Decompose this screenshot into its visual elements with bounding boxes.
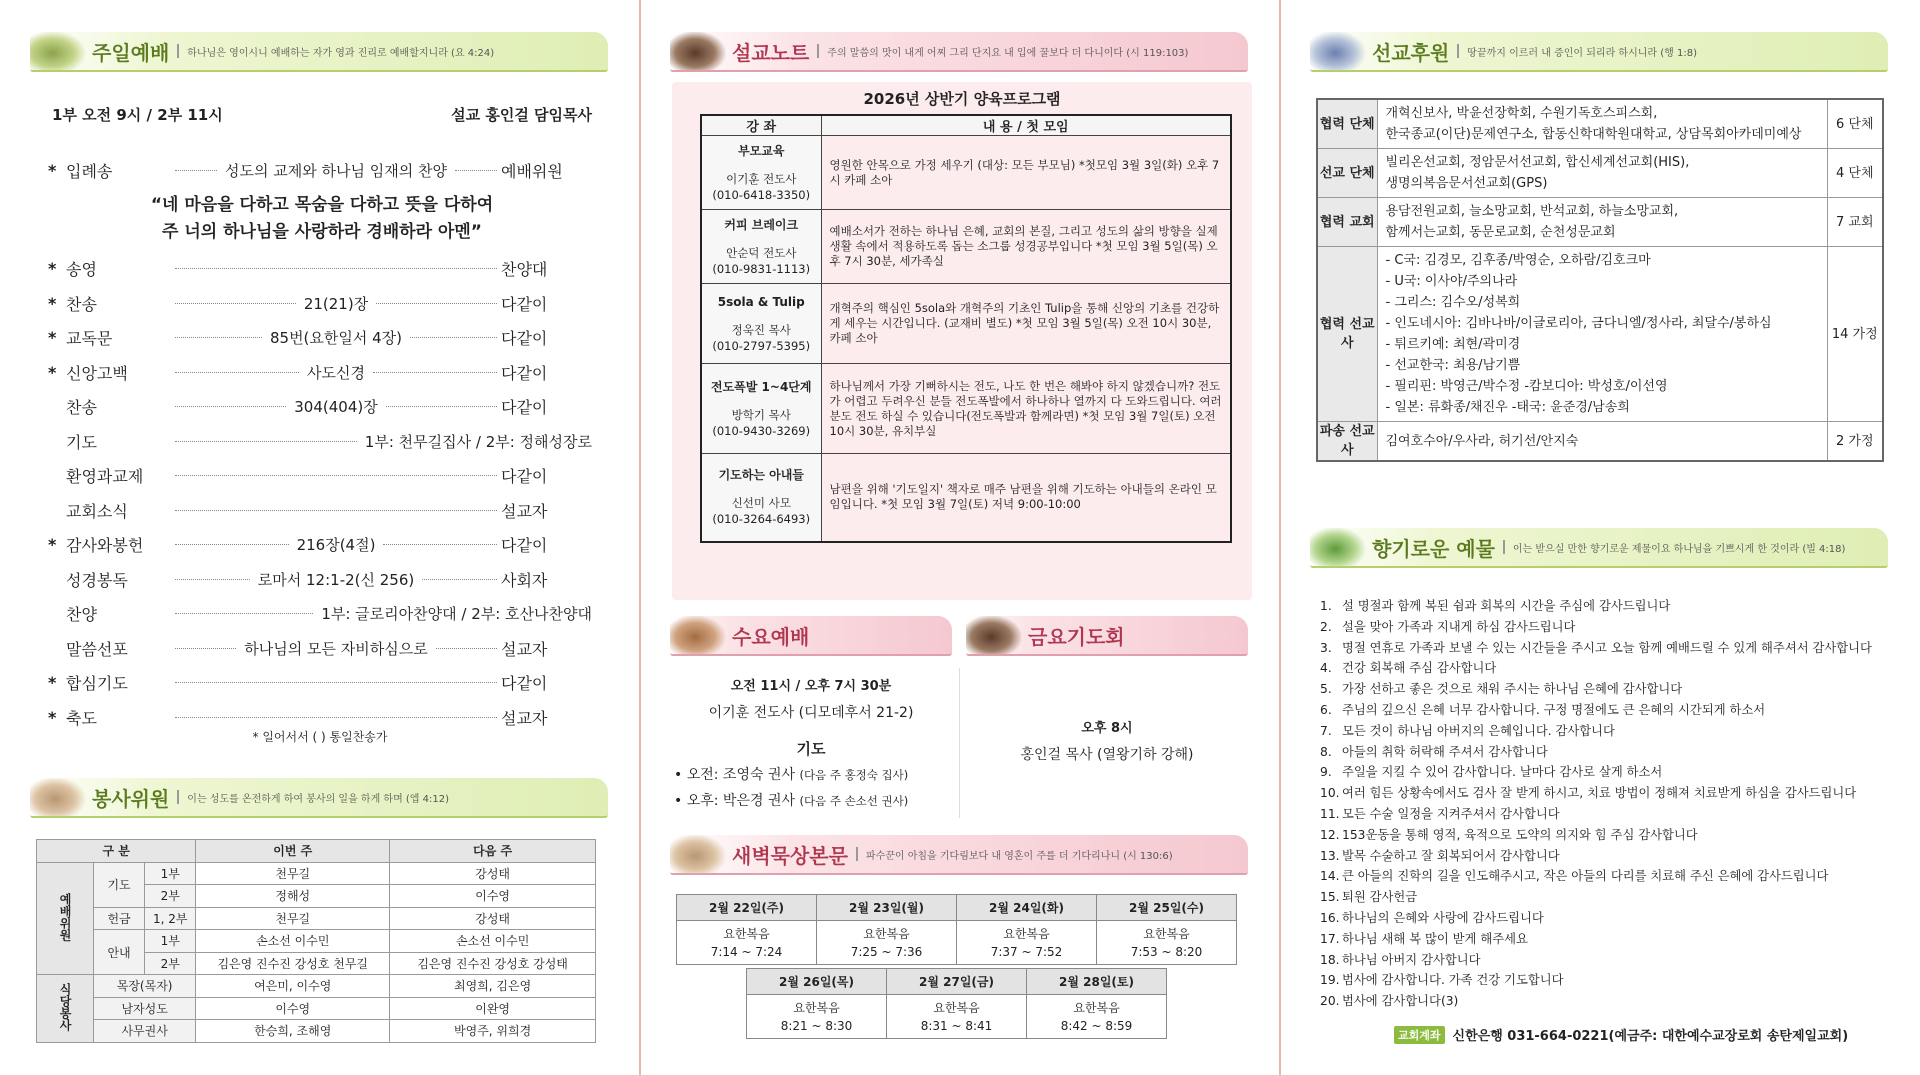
part-label: 1부 (145, 862, 196, 885)
friday-speaker: 홍인걸 목사 (열왕기하 강해) (1020, 747, 1194, 763)
account-tag: 교회계좌 (1394, 1026, 1445, 1044)
order-item (48, 355, 596, 390)
order-item-name: 교독문 (66, 329, 113, 349)
mission-entry: - 일본: 류화종/채진우 -태국: 윤준경/남송희 (1385, 400, 1630, 415)
col-next-week: 다음 주 (390, 840, 596, 863)
table-cell: 이완영 (390, 997, 596, 1020)
mission-category: 선교 단체 (1317, 149, 1377, 198)
order-item-detail: 하나님의 모든 자비하심으로 (244, 639, 428, 658)
order-item-name: 입례송 (66, 161, 113, 181)
prayer-image-icon (966, 616, 1022, 655)
program-teacher: 이기훈 전도사 (726, 171, 797, 186)
order-item-name: 찬송 (66, 294, 97, 314)
mission-list (1377, 99, 1827, 149)
table-cell: 이수영 (196, 997, 390, 1020)
thanks-item: 2. 설을 맞아 가족과 지내게 하심 감사드립니다 (1320, 619, 1576, 634)
thanks-item: 3. 명절 연휴로 가족과 보낼 수 있는 시간들을 주시고 오늘 함께 예배드릴 수 있게 해주셔서 감사합니다 (1320, 640, 1872, 655)
program-table (700, 114, 1232, 543)
order-note: * 일어서서 ( ) 통일찬송가 (252, 730, 388, 744)
program-name: 5sola & Tulip (717, 294, 805, 309)
flower-image-icon (1310, 32, 1366, 71)
worship-header (30, 32, 608, 72)
mission-entry: 한국종교(이단)문제연구소, 합동신학대학원대학교, 상담목회아카데미예상 (1385, 127, 1802, 142)
wednesday-speaker: 이기훈 전도사 (디모데후서 21-2) (708, 705, 914, 721)
worship-title: 주일예배 (92, 40, 170, 65)
thanks-list (1320, 596, 1900, 1012)
dawn-book: 요한복음 (933, 1000, 980, 1015)
program-title: 2026년 상반기 양육프로그램 (863, 90, 1061, 108)
dawn-range: 8:42 ~ 8:59 (1060, 1018, 1133, 1033)
account-line (1394, 1025, 1848, 1044)
thanks-item: 20. 범사에 감사합니다(3) (1320, 994, 1459, 1009)
dawn-title: 새벽묵상본문 (732, 843, 848, 868)
order-item-name: 기도 (66, 432, 97, 452)
thanks-item: 11. 모든 수술 일정을 지켜주셔서 감사합니다 (1320, 806, 1560, 821)
wednesday-pm (670, 788, 952, 814)
table-cell: 강성태 (390, 862, 596, 885)
dawn-book: 요한복음 (1073, 1000, 1120, 1015)
order-item-leader: 다같이 (501, 329, 548, 349)
wednesday-am (670, 762, 952, 788)
dawn-range: 7:14 ~ 7:24 (710, 944, 783, 959)
role-prayer: 기도 (94, 862, 145, 907)
stand-marker: * (48, 259, 57, 279)
thanks-text: 범사에 감사합니다. 가족 건강 기도합니다 (1342, 973, 1564, 988)
order-item-leader: 다같이 (501, 674, 548, 694)
table-cell: 한승희, 조해영 (196, 1020, 390, 1043)
dawn-book: 요한복음 (793, 1000, 840, 1015)
dawn-date: 2월 22일(주) (677, 895, 817, 921)
thanks-item: 10. 여러 힘든 상황속에서도 검사 잘 받게 하시고, 치료 방법이 정해져 치료받게 하심을 감사드립니다 (1320, 786, 1857, 801)
thanks-item: 17. 하나님 새해 복 많이 받게 해주세요 (1320, 931, 1528, 946)
offering-subtitle: 이는 받으실 만한 향기로운 제물이요 하나님을 기쁘시게 한 것이라 (빌 4:18) (1512, 543, 1846, 555)
program-name: 커피 브레이크 (724, 217, 799, 232)
mission-entry: - 튀르키예: 최현/곽미경 (1385, 337, 1521, 352)
thanks-item: 16. 하나님의 은혜와 사랑에 감사드립니다 (1320, 910, 1544, 925)
sermon-subtitle: 주의 말씀의 맛이 내게 어찌 그리 단지요 내 입에 꿀보다 더 다니이다 (시 119:103) (827, 47, 1189, 59)
part-label: 1, 2부 (145, 907, 196, 930)
order-item-name: 찬송 (66, 398, 97, 418)
order-item-name: 찬양 (66, 605, 97, 625)
service-title: 봉사위원 (92, 786, 170, 811)
worship-times-row (52, 104, 592, 125)
program-teacher: 방학기 목사 (731, 407, 791, 422)
sermon-header (670, 32, 1248, 72)
col-this-week: 이번 주 (196, 840, 390, 863)
thanks-text: 설 명절과 함께 복된 쉼과 회복의 시간을 주심에 감사드립니다 (1342, 599, 1671, 613)
mission-count: 6 단체 (1827, 99, 1883, 149)
mission-entry: - 필리핀: 박영근/박수정 -캄보디아: 박성호/이선영 (1385, 379, 1668, 394)
order-item (48, 597, 596, 632)
service-subtitle: 이는 성도를 온전하게 하여 봉사의 일을 하게 하며 (엡 4:12) (187, 793, 450, 805)
col-content: 내 용 / 첫 모임 (821, 115, 1231, 136)
table-cell: 강성태 (390, 907, 596, 930)
mission-list (1377, 247, 1827, 422)
program-name: 기도하는 아내들 (718, 468, 804, 483)
mission-row (1317, 99, 1883, 149)
table-cell: 여은미, 이수영 (196, 975, 390, 998)
stand-marker: * (48, 293, 57, 313)
order-item (48, 562, 596, 597)
mission-count: 2 가정 (1827, 422, 1883, 462)
dawn-date: 2월 25일(수) (1097, 895, 1237, 921)
panel-mission (1280, 0, 1920, 1075)
thanks-text: 아들의 취학 허락해 주셔서 감사합니다 (1342, 744, 1548, 759)
dawn-date: 2월 27일(금) (887, 969, 1027, 995)
thanks-item: 13. 발목 수술하고 잘 회복되어서 감사합니다 (1320, 848, 1560, 863)
order-item-name: 합심기도 (66, 674, 128, 694)
wednesday-info (670, 674, 952, 814)
dawn-range: 8:21 ~ 8:30 (780, 1018, 853, 1033)
worship-subtitle: 하나님은 영이시니 예배하는 자가 영과 진리로 예배할지니라 (요 4:24) (187, 47, 495, 59)
mission-row (1317, 422, 1883, 462)
order-item-leader: 다같이 (501, 536, 548, 556)
mission-category: 협력 선교사 (1317, 247, 1377, 422)
friday-header (966, 616, 1248, 656)
mission-row (1317, 198, 1883, 247)
thanks-text: 하나님의 은혜와 사랑에 감사드립니다 (1342, 910, 1544, 925)
mission-count: 4 단체 (1827, 149, 1883, 198)
stand-marker: * (48, 160, 57, 180)
dawn-date: 2월 24일(화) (957, 895, 1097, 921)
wednesday-time: 오전 11시 / 오후 7시 30분 (730, 679, 892, 694)
thanks-item: 4. 건강 회복해 주심 감사합니다 (1320, 661, 1497, 676)
part-label: 2부 (145, 885, 196, 908)
dawn-passage (1097, 921, 1237, 965)
dawn-book: 요한복음 (1003, 926, 1050, 941)
order-item (48, 286, 596, 321)
mission-entry: 개혁신보사, 박윤선장학회, 수원기독호스피스회, (1385, 106, 1658, 121)
part-label: 2부 (145, 952, 196, 975)
mission-header (1310, 32, 1888, 72)
thanks-item: 6. 주님의 깊으신 은혜 너무 감사합니다. 구정 명절에도 큰 은혜의 시간되게 하소서 (1320, 702, 1766, 717)
mission-category: 파송 선교사 (1317, 422, 1377, 462)
table-cell: 손소선 이수민 (196, 930, 390, 953)
mission-entry: - 인도네시아: 김바나바/이글로리아, 금다니엘/정사라, 최달수/봉하심 (1385, 316, 1772, 331)
offering-header (1310, 528, 1888, 568)
mission-list (1377, 422, 1827, 462)
part-label: 1부 (145, 930, 196, 953)
program-teacher: 신선미 사모 (731, 496, 791, 511)
col-group: 구 분 (37, 840, 196, 863)
mission-category: 협력 단체 (1317, 99, 1377, 149)
mission-entry: - U국: 이사야/주의나라 (1385, 274, 1518, 289)
thanks-text: 하나님 새해 복 많이 받게 해주세요 (1342, 931, 1528, 946)
dawn-range: 8:31 ~ 8:41 (920, 1018, 993, 1033)
order-item (48, 424, 596, 459)
table-cell: 정해성 (196, 885, 390, 908)
leaf-image-icon (30, 32, 86, 71)
thanks-text: 건강 회복해 주심 감사합니다 (1342, 661, 1497, 676)
thanks-item: 5. 가장 선하고 좋은 것으로 채워 주시는 하나님 은혜에 감사합니다 (1320, 682, 1683, 697)
dawn-table-week2 (746, 968, 1167, 1039)
thanks-item: 18. 하나님 아버지 감사합니다 (1320, 952, 1481, 967)
thanks-item: 8. 아들의 취학 허락해 주셔서 감사합니다 (1320, 744, 1548, 759)
program-desc: 예배소서가 전하는 하나님 은혜, 교회의 본질, 그리고 성도의 삶의 방향을 실제 생활 속에서 적용하도록 돕는 소그룹 성경공부입니다 *첫 모임 3월 5일(목) 오후 7시 30분, 세가족실 (821, 210, 1231, 284)
order-item (48, 666, 596, 701)
mission-count: 14 가정 (1827, 247, 1883, 422)
order-item (48, 459, 596, 494)
offering-title: 향기로운 예물 (1372, 536, 1495, 561)
role-offering: 헌금 (94, 907, 145, 930)
mission-list (1377, 198, 1827, 247)
table-cell: 김은영 진수진 강성호 천무길 (196, 952, 390, 975)
wednesday-title: 수요예배 (732, 624, 810, 649)
dawn-passage (957, 921, 1097, 965)
am-next: (다음 주 홍정숙 집사) (799, 768, 909, 782)
col-course: 강 좌 (701, 115, 821, 136)
dawn-header (670, 835, 1248, 875)
order-item-name: 송영 (66, 260, 97, 280)
order-item-leader: 다같이 (501, 398, 548, 418)
program-name: 전도폭발 1~4단계 (711, 379, 812, 394)
order-item-leader: 다같이 (501, 467, 548, 487)
hymn-lyrics (48, 188, 596, 252)
program-teacher: 안순덕 전도사 (726, 245, 797, 260)
thanks-item: 14. 큰 아들의 진학의 길을 인도해주시고, 작은 아들의 다리를 치료해 주신 은혜에 감사드립니다 (1320, 869, 1829, 884)
mission-count: 7 교회 (1827, 198, 1883, 247)
worship-times: 1부 오전 9시 / 2부 11시 (52, 106, 223, 124)
panel-sermon (640, 0, 1280, 1075)
dawn-subtitle: 파수꾼이 아침을 기다림보다 내 영혼이 주를 더 기다리나니 (시 130:6) (865, 850, 1173, 862)
order-item (48, 528, 596, 563)
sermon-title: 설교노트 (732, 40, 810, 65)
thanks-text: 주일을 지킬 수 있어 감사합니다. 날마다 감사로 살게 하소서 (1342, 765, 1663, 780)
dawn-range: 7:53 ~ 8:20 (1130, 944, 1203, 959)
program-row (701, 364, 1231, 454)
order-item-detail: 304(404)장 (294, 398, 378, 417)
mission-list (1377, 149, 1827, 198)
program-phone: (010-9430-3269) (712, 423, 811, 438)
dawn-date: 2월 26일(목) (747, 969, 887, 995)
thanks-item: 19. 범사에 감사합니다. 가족 건강 기도합니다 (1320, 973, 1564, 988)
dawn-passage (1027, 995, 1167, 1039)
order-item-name: 환영과교제 (66, 467, 144, 487)
table-cell: 박영주, 위희경 (390, 1020, 596, 1043)
program-box (672, 82, 1252, 600)
order-item-leader: 설교자 (501, 639, 548, 659)
thanks-item: 9. 주일을 지킬 수 있어 감사합니다. 날마다 감사로 살게 하소서 (1320, 765, 1663, 780)
order-item-name: 신앙고백 (66, 363, 128, 383)
program-desc: 영원한 안목으로 가정 세우기 (대상: 모든 부모님) *첫모임 3월 3일(화) 오후 7시 카페 소아 (821, 136, 1231, 210)
order-item-name: 교회소식 (66, 501, 128, 521)
thanks-text: 주님의 깊으신 은혜 너무 감사합니다. 구정 명절에도 큰 은혜의 시간되게 하소서 (1342, 702, 1766, 717)
table-cell: 최영희, 김은영 (390, 975, 596, 998)
dawn-range: 7:37 ~ 7:52 (990, 944, 1063, 959)
dawn-passage (747, 995, 887, 1039)
mission-entry: 함께서는교회, 동문로교회, 순천성문교회 (1385, 225, 1616, 240)
thanks-text: 모든 것이 하나님 아버지의 은혜입니다. 감사합니다 (1342, 723, 1615, 738)
program-row (701, 284, 1231, 364)
worship-preacher: 설교 홍인걸 담임목사 (451, 106, 592, 124)
mission-entry: 빌리온선교회, 정암문서선교회, 합신세계선교회(HIS), (1385, 155, 1690, 170)
pm-next: (다음 주 손소선 권사) (799, 794, 909, 808)
mission-entry: - C국: 김경모, 김후종/박영순, 오하람/김호크마 (1385, 253, 1651, 268)
program-teacher: 정욱진 목사 (731, 322, 791, 337)
wednesday-header (670, 616, 952, 656)
thanks-text: 153운동을 통해 영적, 육적으로 도약의 의지와 힘 주심 감사합니다 (1342, 827, 1698, 842)
group-worship: 예배위원 (37, 862, 94, 975)
lyrics-line: 주 너의 하나님을 사랑하라 경배하라 아멘” (162, 221, 482, 242)
mission-entry: 용담전원교회, 늘소망교회, 반석교회, 하늘소망교회, (1385, 204, 1679, 219)
program-phone: (010-9831-1113) (712, 261, 811, 276)
mission-subtitle: 땅끝까지 이르러 내 증인이 되리라 하시니라 (행 1:8) (1467, 47, 1697, 59)
thanks-text: 큰 아들의 진학의 길을 인도해주시고, 작은 아들의 다리를 치료해 주신 은혜에 감사드립니다 (1342, 869, 1829, 884)
am-prayer: • 오전: 조영숙 권사 (674, 767, 795, 783)
order-item (48, 252, 596, 287)
mission-entry: 생명의복음문서선교회(GPS) (1385, 176, 1548, 191)
dawn-book: 요한복음 (863, 926, 910, 941)
dawn-date: 2월 28일(토) (1027, 969, 1167, 995)
meal-role: 목장(목자) (94, 975, 196, 998)
mission-entry: 김여호수아/우사라, 허기선/안지숙 (1385, 433, 1579, 449)
order-item (48, 631, 596, 666)
order-item (48, 390, 596, 425)
book-image-icon (670, 32, 726, 71)
order-item-leader: 설교자 (501, 501, 548, 521)
mission-entry: - 선교한국: 최용/남기쁨 (1385, 358, 1521, 373)
order-item (48, 321, 596, 356)
service-table (36, 839, 596, 1043)
order-item-name: 성경봉독 (66, 570, 128, 590)
mission-table (1316, 98, 1884, 462)
friday-title: 금요기도회 (1028, 624, 1125, 649)
program-desc: 남편을 위해 '기도일지' 책자로 매주 남편을 위해 기도하는 아내들의 온라인 모임입니다. *첫 모임 3월 7일(토) 저녁 9:00-10:00 (821, 454, 1231, 542)
order-item (48, 153, 596, 188)
table-cell: 김은영 진수진 강성호 강성태 (390, 952, 596, 975)
program-phone: (010-3264-6493) (712, 512, 811, 527)
order-item (48, 493, 596, 528)
dawn-passage (677, 921, 817, 965)
order-item-name: 축도 (66, 708, 97, 728)
sprout-image-icon (1310, 528, 1366, 567)
thanks-item: 1. 설 명절과 함께 복된 쉼과 회복의 시간을 주심에 감사드립니다 (1320, 599, 1671, 613)
dawn-passage (887, 995, 1027, 1039)
thanks-item: 15. 퇴원 감사헌금 (1320, 890, 1418, 905)
hand-image-icon (670, 835, 726, 874)
order-item-detail: 사도신경 (307, 363, 365, 382)
thanks-item: 12. 153운동을 통해 영적, 육적으로 도약의 의지와 힘 주심 감사합니다 (1320, 827, 1698, 842)
table-cell: 천무길 (196, 862, 390, 885)
order-of-worship (48, 153, 596, 735)
dawn-table-week1 (676, 894, 1237, 965)
stand-marker: * (48, 707, 57, 727)
thanks-text: 하나님 아버지 감사합니다 (1342, 952, 1481, 967)
order-item-name: 감사와봉헌 (66, 536, 144, 556)
group-meal: 식당봉사 (37, 975, 94, 1043)
order-item-leader: 예배위원 (501, 161, 563, 181)
program-row (701, 136, 1231, 210)
dawn-book: 요한복음 (723, 926, 770, 941)
table-cell: 이수영 (390, 885, 596, 908)
dawn-date: 2월 23일(월) (817, 895, 957, 921)
mission-entry: - 그리스: 김수오/성복희 (1385, 295, 1521, 310)
table-cell: 손소선 이수민 (390, 930, 596, 953)
order-item-leader: 찬양대 (501, 260, 548, 280)
program-phone: (010-2797-5395) (712, 338, 811, 353)
order-item-detail: 로마서 12:1-2(신 256) (257, 570, 415, 589)
mission-row (1317, 247, 1883, 422)
program-desc: 하나님께서 가장 기뻐하시는 전도, 나도 한 번은 해봐야 하지 않겠습니까? 전도가 어렵고 두려우신 분들 전도폭발에서 하나하나 열까지 다 도와드립니다. 여러분도 전도 하실 수 있습니다(전도폭발과 함께라면) *첫 모임 3월 7일(토) 오전 10시 30분, 유치부실 (821, 364, 1231, 454)
program-name: 부모교육 (738, 143, 785, 158)
thanks-text: 모든 수술 일정을 지켜주셔서 감사합니다 (1342, 806, 1560, 821)
thanks-text: 가장 선하고 좋은 것으로 채워 주시는 하나님 은혜에 감사합니다 (1342, 682, 1683, 697)
order-item-detail: 성도의 교제와 하나님 임재의 찬양 (225, 161, 447, 180)
stand-marker: * (48, 673, 57, 693)
order-item-detail: 1부: 천무길집사 / 2부: 정해성장로 (364, 432, 592, 451)
account-text: 신한은행 031-664-0221(예금주: 대한예수교장로회 송탄제일교회) (1452, 1029, 1849, 1044)
order-item-name: 말씀선포 (66, 639, 128, 659)
bible-image-icon (670, 616, 726, 655)
table-cell: 천무길 (196, 907, 390, 930)
order-item-detail: 21(21)장 (303, 294, 369, 313)
panel-worship (0, 0, 640, 1075)
program-phone: (010-6418-3350) (712, 187, 811, 202)
program-row (701, 210, 1231, 284)
order-item-leader: 설교자 (501, 708, 548, 728)
order-item-detail: 1부: 글로리아찬양대 / 2부: 호산나찬양대 (321, 605, 592, 624)
program-row (701, 454, 1231, 542)
lyrics-line: “네 마음을 다하고 목숨을 다하고 뜻을 다하여 (150, 194, 494, 215)
thanks-item: 7. 모든 것이 하나님 아버지의 은혜입니다. 감사합니다 (1320, 723, 1615, 738)
thanks-text: 범사에 감사합니다(3) (1342, 994, 1459, 1009)
dawn-book: 요한복음 (1143, 926, 1190, 941)
thanks-text: 명절 연휴로 가족과 보낼 수 있는 시간들을 주시고 오늘 함께 예배드릴 수 있게 해주셔서 감사합니다 (1342, 640, 1872, 655)
order-item-detail: 216장(4절) (296, 536, 376, 555)
friday-time: 오후 8시 (1081, 721, 1133, 736)
mission-title: 선교후원 (1372, 40, 1450, 65)
order-item-leader: 다같이 (501, 294, 548, 314)
role-guide: 안내 (94, 930, 145, 975)
order-item-leader: 사회자 (501, 570, 548, 590)
mission-row (1317, 149, 1883, 198)
dawn-passage (817, 921, 957, 965)
thanks-text: 발목 수술하고 잘 회복되어서 감사합니다 (1342, 848, 1560, 863)
thanks-text: 여러 힘든 상황속에서도 검사 잘 받게 하시고, 치료 방법이 정해져 치료받게 하심을 감사드립니다 (1342, 786, 1857, 801)
meal-role: 남자성도 (94, 997, 196, 1020)
thanks-text: 설을 맞아 가족과 지내게 하심 감사드립니다 (1342, 619, 1576, 634)
meal-role: 사무권사 (94, 1020, 196, 1043)
service-header (30, 778, 608, 818)
mission-category: 협력 교회 (1317, 198, 1377, 247)
order-item-leader: 다같이 (501, 363, 548, 383)
dawn-range: 7:25 ~ 7:36 (850, 944, 923, 959)
stand-marker: * (48, 362, 57, 382)
friday-info (966, 716, 1248, 768)
hand-image-icon (30, 778, 86, 817)
wednesday-prayer-label: 기도 (796, 740, 826, 758)
stand-marker: * (48, 328, 57, 348)
stand-marker: * (48, 535, 57, 555)
program-desc: 개혁주의 핵심인 5sola와 개혁주의 기초인 Tulip을 통해 신앙의 기초를 건강하게 세우는 시간입니다. (교재비 별도) *첫 모임 3월 5일(목) 오전 10시 30분, 카페 소아 (821, 284, 1231, 364)
pm-prayer: • 오후: 박은경 권사 (674, 793, 795, 809)
order-item-detail: 85번(요한일서 4장) (269, 329, 403, 348)
thanks-text: 퇴원 감사헌금 (1342, 890, 1418, 905)
